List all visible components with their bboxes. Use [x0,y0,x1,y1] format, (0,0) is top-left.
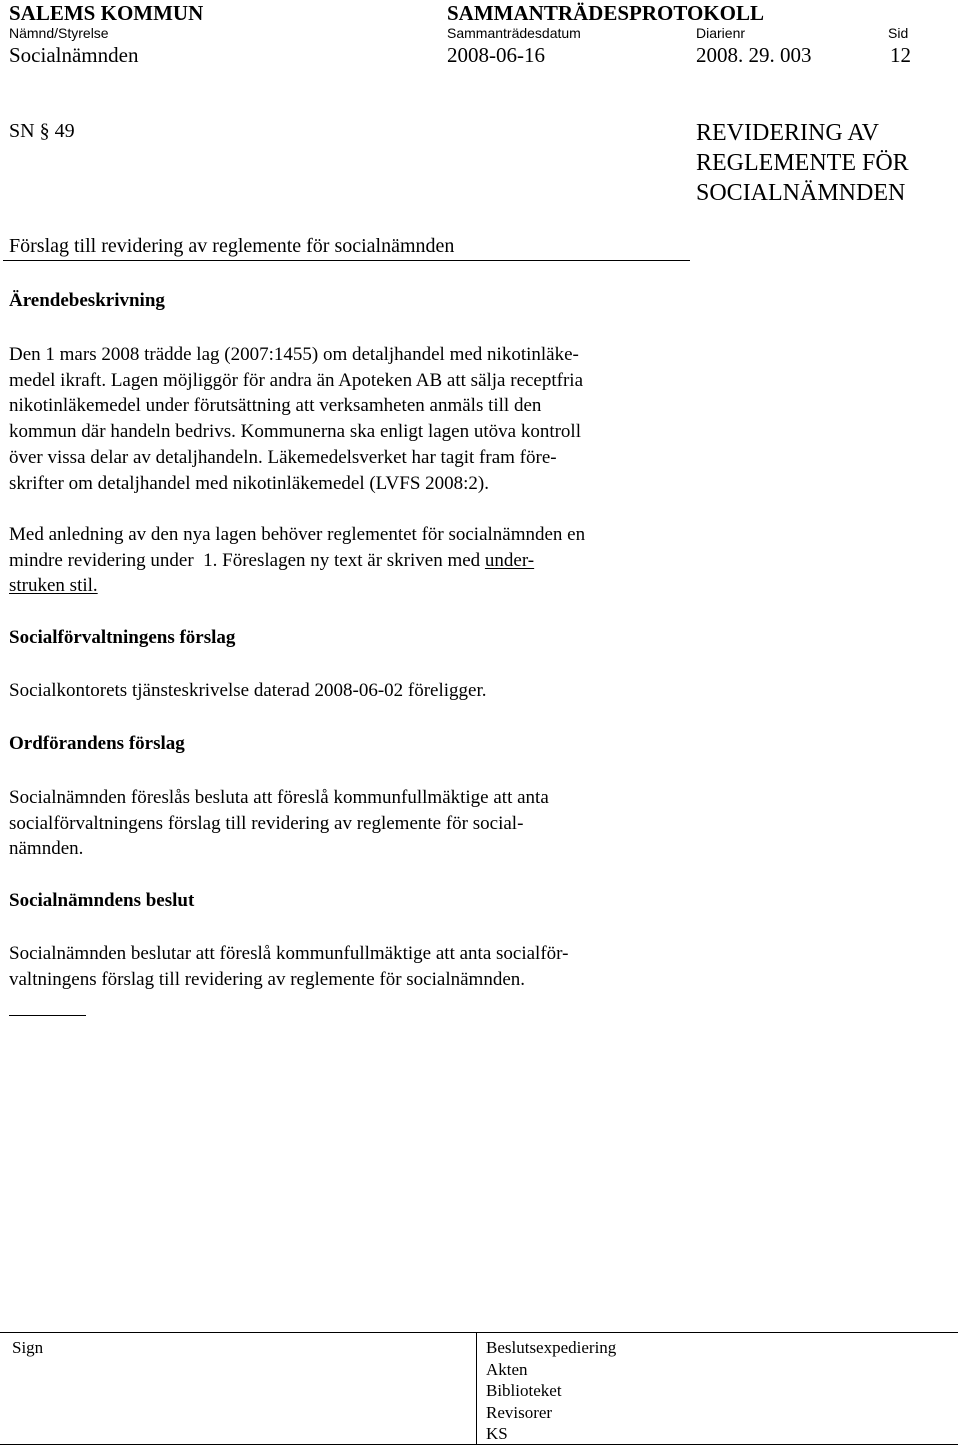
case-subject: Förslag till revidering av reglemente för socialnämnden [9,235,455,257]
label-registry-number: Diarienr [696,25,746,41]
label-meeting-date: Sammanträdesdatum [447,25,581,41]
text-line: Socialnämnden beslutar att föreslå kommunfullmäktige att anta socialför- [9,943,569,964]
text-line: valtningens förslag till revidering av reglemente för socialnämnden. [9,968,525,990]
underlined-text: struken stil. [9,575,98,597]
case-title-line: SOCIALNÄMNDEN [696,180,906,206]
value-registry-number: 2008. 29. 003 [696,43,812,67]
underlined-text: under- [484,549,535,571]
distribution-list [486,1337,616,1445]
case-title-line: REVIDERING AV [696,120,879,146]
text-line: Den 1 mars 2008 trädde lag (2007:1455) om detaljhandel med nikotinläke- [9,344,579,365]
end-rule [9,1015,86,1016]
section-heading-chair-proposal: Ordförandens förslag [9,733,185,754]
text-span: mindre revidering under 1. Föreslagen ny text är skriven med [9,549,485,571]
document-type: SAMMANTRÄDESPROTOKOLL [447,1,764,25]
case-number: SN § 49 [9,120,75,142]
administration-proposal-text: Socialkontorets tjänsteskrivelse daterad 2008-06-02 föreligger. [9,680,487,701]
sign-label: Sign [12,1338,44,1357]
decision-text [9,941,568,992]
text-line [9,573,585,599]
distribution-item: Beslutsexpediering [486,1338,617,1357]
text-line: över vissa delar av detaljhandeln. Läkemedelsverket har tagit fram före- [9,446,557,468]
distribution-item: Biblioteket [486,1381,562,1400]
section-heading-description: Ärendebeskrivning [9,290,165,311]
label-page: Sid [888,25,909,41]
text-line: kommun där handeln bedrivs. Kommunerna ska enligt lagen utöva kontroll [9,421,581,443]
text-line [9,548,585,574]
case-title [696,118,909,208]
value-body: Socialnämnden [9,43,139,67]
org-name: SALEMS KOMMUN [9,1,204,25]
chair-proposal-text [9,785,549,862]
description-paragraph-2 [9,522,585,599]
subject-rule [3,260,690,261]
value-meeting-date: 2008-06-16 [447,43,545,67]
distribution-item: Revisorer [486,1402,553,1422]
text-line: Med anledning av den nya lagen behöver reglementet för socialnämnden en [9,524,586,545]
text-line: nikotinläkemedel under förutsättning att verksamheten anmäls till den [9,395,542,417]
case-title-line: REGLEMENTE FÖR [696,150,909,176]
text-line: Socialnämnden föreslås besluta att föreslå kommunfullmäktige att anta [9,787,549,808]
section-heading-administration-proposal: Socialförvaltningens förslag [9,627,236,648]
value-page: 12 [890,43,911,67]
distribution-item: Akten [486,1359,528,1379]
text-line: medel ikraft. Lagen möjliggör för andra än Apoteken AB att sälja receptfria [9,369,584,391]
text-line: socialförvaltningens förslag till revidering av reglemente för social- [9,812,524,834]
text-line: skrifter om detaljhandel med nikotinläkemedel (LVFS 2008:2). [9,472,490,494]
label-body: Nämnd/Styrelse [9,25,109,41]
section-heading-decision: Socialnämndens beslut [9,890,195,911]
signature-box-divider [476,1332,477,1444]
signature-box [0,1332,958,1445]
text-line: nämnden. [9,838,84,860]
description-paragraph-1 [9,342,583,496]
distribution-item: KS [486,1424,508,1443]
